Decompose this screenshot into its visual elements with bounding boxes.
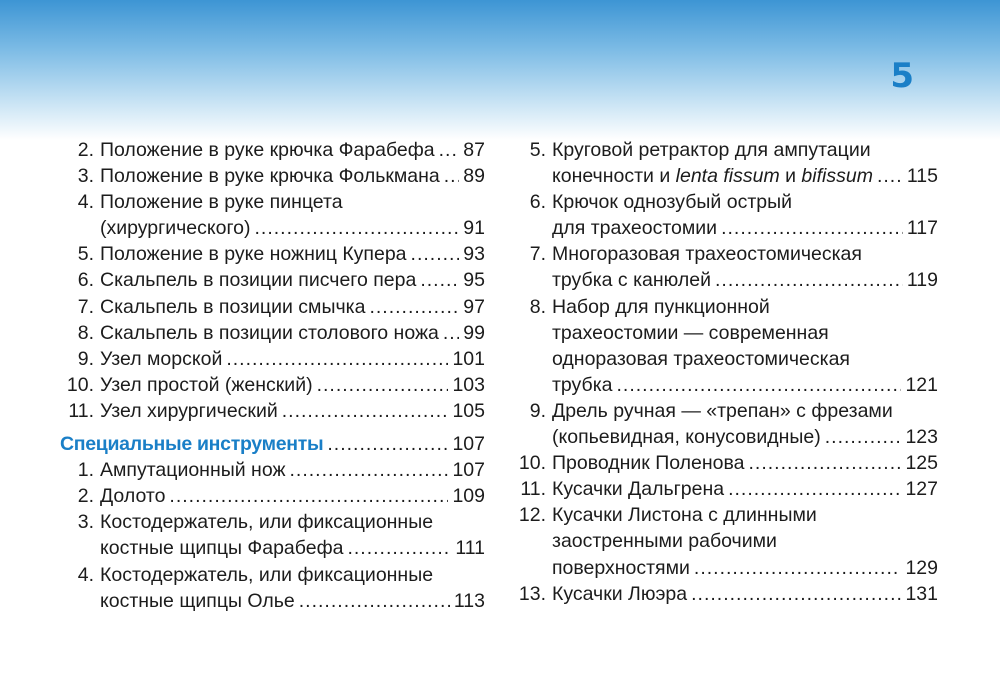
toc-entry-text-part: конечности и: [552, 165, 676, 188]
toc-entry-title: Скальпель в позиции писчего пера: [100, 269, 417, 292]
toc-entry-line: Круговой ретрактор для ампутации: [552, 139, 871, 161]
toc-entry-body: [100, 320, 485, 346]
section-page: 107: [452, 433, 485, 456]
toc-entry-body: [100, 346, 485, 372]
toc-entry-body: [100, 372, 485, 398]
toc-entry-title: Положение в руке крючка Фарабефа: [100, 139, 435, 161]
toc-entry-title: Узел хирургический: [100, 399, 278, 422]
toc-entry-body: [552, 502, 938, 580]
toc-entry[interactable]: [516, 502, 938, 580]
toc-entry-title: Узел морской: [100, 347, 223, 370]
toc-entry-number: 5.: [77, 243, 94, 266]
toc-entry-body: [100, 189, 485, 241]
toc-entry[interactable]: [60, 457, 485, 483]
toc-entry-page: 119: [906, 269, 938, 292]
toc-entry-last-line: [100, 346, 485, 372]
toc-entry[interactable]: [60, 562, 485, 614]
dot-leader: [420, 267, 459, 293]
toc-entry-number: 9.: [529, 399, 546, 422]
toc-entry[interactable]: [516, 476, 938, 502]
toc-entry[interactable]: [60, 483, 485, 509]
toc-entry-body: [552, 450, 938, 476]
toc-entry-body: [100, 137, 485, 163]
toc-entry-last-line: [100, 457, 485, 483]
toc-entry-last-line: [552, 476, 938, 502]
toc-entry-title: Проводник Поленова: [552, 452, 745, 475]
toc-entry-line: Набор для пункционной: [552, 295, 770, 318]
toc-entry-body: [100, 294, 485, 320]
toc-entry-last-line: [100, 320, 485, 346]
dot-leader: [317, 372, 449, 398]
toc-entry-page: 87: [463, 139, 485, 161]
toc-entry-number: 3.: [77, 511, 94, 534]
toc-entry-last-line: [100, 294, 485, 320]
toc-entry[interactable]: [516, 450, 938, 476]
header-gradient-band: [0, 0, 1000, 140]
toc-entry-last-line: [100, 535, 485, 561]
toc-entry[interactable]: [60, 294, 485, 320]
toc-entry-line: Дрель ручная — «трепан» с фрезами: [552, 399, 893, 422]
toc-entry[interactable]: [516, 189, 938, 241]
toc-entry[interactable]: [60, 267, 485, 293]
toc-entry-title: Кусачки Дальгрена: [552, 478, 725, 501]
toc-entry[interactable]: [60, 509, 485, 561]
toc-entry-last-line: [552, 424, 938, 450]
toc-entry-line: Костодержатель, или фиксационные: [100, 511, 434, 534]
toc-entry-title: Узел простой (женский): [100, 373, 313, 396]
toc-entry-body: [552, 398, 938, 450]
toc-entry[interactable]: [516, 241, 938, 293]
dot-leader: [327, 431, 448, 457]
toc-entry-number: 5.: [529, 139, 546, 161]
section-title: Специальные инструменты: [60, 433, 324, 456]
dot-leader: [411, 241, 460, 267]
toc-entry-last-line: [100, 483, 485, 509]
toc-entry[interactable]: [60, 320, 485, 346]
dot-leader: [825, 424, 902, 450]
toc-entry[interactable]: [516, 294, 938, 398]
page-number: 5: [890, 56, 914, 96]
toc-right-column: [516, 137, 938, 607]
toc-entry-line: Положение в руке пинцета: [100, 191, 343, 214]
toc-entry-title: Кусачки Люэра: [552, 582, 688, 605]
dot-leader: [728, 476, 901, 502]
toc-entry-title: Положение в руке крючка Фолькмана: [100, 165, 440, 188]
toc-entry[interactable]: [60, 163, 485, 189]
toc-entry-latin-term: bifissum: [801, 165, 873, 188]
toc-entry-page: 99: [463, 321, 485, 344]
toc-entry-last-line: [552, 163, 938, 189]
toc-entry[interactable]: [60, 398, 485, 424]
dot-leader: [169, 483, 448, 509]
toc-entry-last-line: [552, 555, 938, 581]
toc-entry-number: 7.: [529, 243, 546, 266]
toc-entry-page: 95: [463, 269, 485, 292]
toc-entry-body: [100, 163, 485, 189]
toc-entry-page: 89: [463, 165, 485, 188]
toc-entry-line: заостренными рабочими: [552, 530, 777, 553]
toc-entry-number: 11.: [520, 478, 546, 501]
toc-entry-last-line: [100, 588, 485, 614]
dot-leader: [290, 457, 449, 483]
toc-entry-page: 91: [463, 217, 485, 240]
toc-entry-page: 93: [463, 243, 485, 266]
toc-entry[interactable]: [516, 398, 938, 450]
dot-leader: [347, 535, 451, 561]
toc-entry-number: 6.: [529, 191, 546, 214]
toc-entry-last-line: [100, 398, 485, 424]
toc-entry-number: 8.: [529, 295, 546, 318]
toc-entry-page: 109: [452, 485, 485, 508]
toc-entry-title: трубка: [552, 373, 613, 396]
toc-entry-body: [552, 241, 938, 293]
dot-leader: [299, 588, 450, 614]
dot-leader: [721, 215, 903, 241]
toc-entry-body: [100, 562, 485, 614]
toc-entry-number: 13.: [518, 582, 546, 605]
toc-entry[interactable]: [60, 241, 485, 267]
toc-entry-last-line: [100, 137, 485, 163]
toc-entry-number: 8.: [77, 321, 94, 344]
toc-entry-last-line: [100, 372, 485, 398]
toc-entry-number: 10.: [518, 452, 546, 475]
toc-entry-last-line: [100, 267, 485, 293]
toc-entry-body: [100, 267, 485, 293]
toc-entry-page: 123: [905, 426, 938, 449]
toc-entry-body: [552, 294, 938, 398]
toc-entry-number: 11.: [68, 399, 94, 422]
toc-section-heading[interactable]: [60, 431, 485, 457]
toc-entry-body: [100, 241, 485, 267]
dot-leader: [255, 215, 460, 241]
toc-entry-title: Ампутационный нож: [100, 459, 286, 482]
toc-entry-title: трубка с канюлей: [552, 269, 711, 292]
toc-entry-title: Положение в руке ножниц Купера: [100, 243, 407, 266]
dot-leader: [444, 163, 460, 189]
toc-entry-title: Скальпель в позиции смычка: [100, 295, 366, 318]
dot-leader: [877, 163, 903, 189]
toc-entry-line: Многоразовая трахеостомическая: [552, 243, 862, 266]
dot-leader: [369, 294, 459, 320]
dot-leader: [694, 555, 902, 581]
toc-entry-page: 121: [905, 373, 938, 396]
toc-entry-page: 97: [463, 295, 485, 318]
toc-entry-body: [100, 398, 485, 424]
toc-entry-last-line: [552, 215, 938, 241]
dot-leader: [749, 450, 902, 476]
toc-entry-body: [552, 581, 938, 607]
toc-entry-last-line: [100, 163, 485, 189]
dot-leader: [443, 320, 459, 346]
toc-entry-number: 12.: [518, 504, 546, 527]
toc-entry-page: 105: [452, 399, 485, 422]
dot-leader: [282, 398, 449, 424]
toc-entry-line: одноразовая трахеостомическая: [552, 347, 850, 370]
toc-entry-body: [100, 509, 485, 561]
toc-entry-page: 115: [906, 165, 938, 188]
toc-entry-line: трахеостомии — современная: [552, 321, 829, 344]
toc-entry-last-line: [552, 581, 938, 607]
toc-entry-last-line: [552, 372, 938, 398]
dot-leader: [439, 137, 460, 163]
toc-entry-latin-term: lenta fissum: [675, 165, 780, 188]
toc-entry-body: [552, 476, 938, 502]
toc-entry[interactable]: [516, 581, 938, 607]
toc-entry-title: костные щипцы Олье: [100, 589, 295, 612]
toc-entry-body: [100, 483, 485, 509]
toc-entry-title: (хирургического): [100, 217, 251, 240]
toc-entry-page: 131: [905, 582, 938, 605]
toc-entry-last-line: [100, 215, 485, 241]
toc-entry-line: Костодержатель, или фиксационные: [100, 563, 434, 586]
toc-entry[interactable]: [60, 189, 485, 241]
toc-entry-page: 125: [905, 452, 938, 475]
toc-entry-page: 117: [906, 217, 938, 240]
toc-entry-page: 107: [452, 459, 485, 482]
toc-entry-line: Крючок однозубый острый: [552, 191, 793, 214]
dot-leader: [226, 346, 448, 372]
toc-entry-number: 1.: [77, 459, 94, 482]
toc-entry-title: поверхностями: [552, 556, 690, 579]
dot-leader: [715, 267, 903, 293]
toc-entry-line: Кусачки Листона с длинными: [552, 504, 817, 527]
toc-entry-title: (копьевидная, конусовидные): [552, 426, 821, 449]
toc-entry-number: 3.: [77, 165, 94, 188]
toc-entry[interactable]: [60, 372, 485, 398]
toc-entry-number: 2.: [77, 485, 94, 508]
toc-entry-body: [552, 189, 938, 241]
toc-entry-last-line: [552, 267, 938, 293]
toc-entry-title: Долото: [100, 485, 166, 508]
toc-left-column: [60, 137, 485, 614]
toc-entry-last-line: [100, 241, 485, 267]
toc-entry-body: [100, 457, 485, 483]
toc-entry-number: 7.: [77, 295, 94, 318]
toc-entry-number: 9.: [77, 347, 94, 370]
toc-entry-title: костные щипцы Фарабефа: [100, 537, 344, 560]
toc-entry-body: [552, 137, 938, 189]
toc-entry-title: Скальпель в позиции столового ножа: [100, 321, 439, 344]
toc-entry-title: [552, 163, 873, 189]
toc-entry-number: 4.: [77, 191, 94, 214]
dot-leader: [617, 372, 902, 398]
toc-entry-number: 4.: [77, 563, 94, 586]
toc-entry-page: 113: [453, 589, 485, 612]
toc-entry[interactable]: [60, 346, 485, 372]
toc-entry-page: 101: [452, 347, 485, 370]
dot-leader: [691, 581, 901, 607]
toc-entry[interactable]: [60, 137, 485, 163]
toc-entry-last-line: [552, 450, 938, 476]
toc-entry-title: для трахеостомии: [552, 217, 718, 240]
toc-entry[interactable]: [516, 137, 938, 189]
toc-entry-number: 10.: [66, 373, 94, 396]
toc-entry-page: 111: [455, 537, 485, 560]
toc-entry-number: 2.: [77, 139, 94, 161]
toc-entry-page: 103: [452, 373, 485, 396]
toc-entry-number: 6.: [77, 269, 94, 292]
toc-entry-page: 127: [905, 478, 938, 501]
toc-entry-text-part: и: [779, 165, 802, 188]
toc-entry-page: 129: [905, 556, 938, 579]
